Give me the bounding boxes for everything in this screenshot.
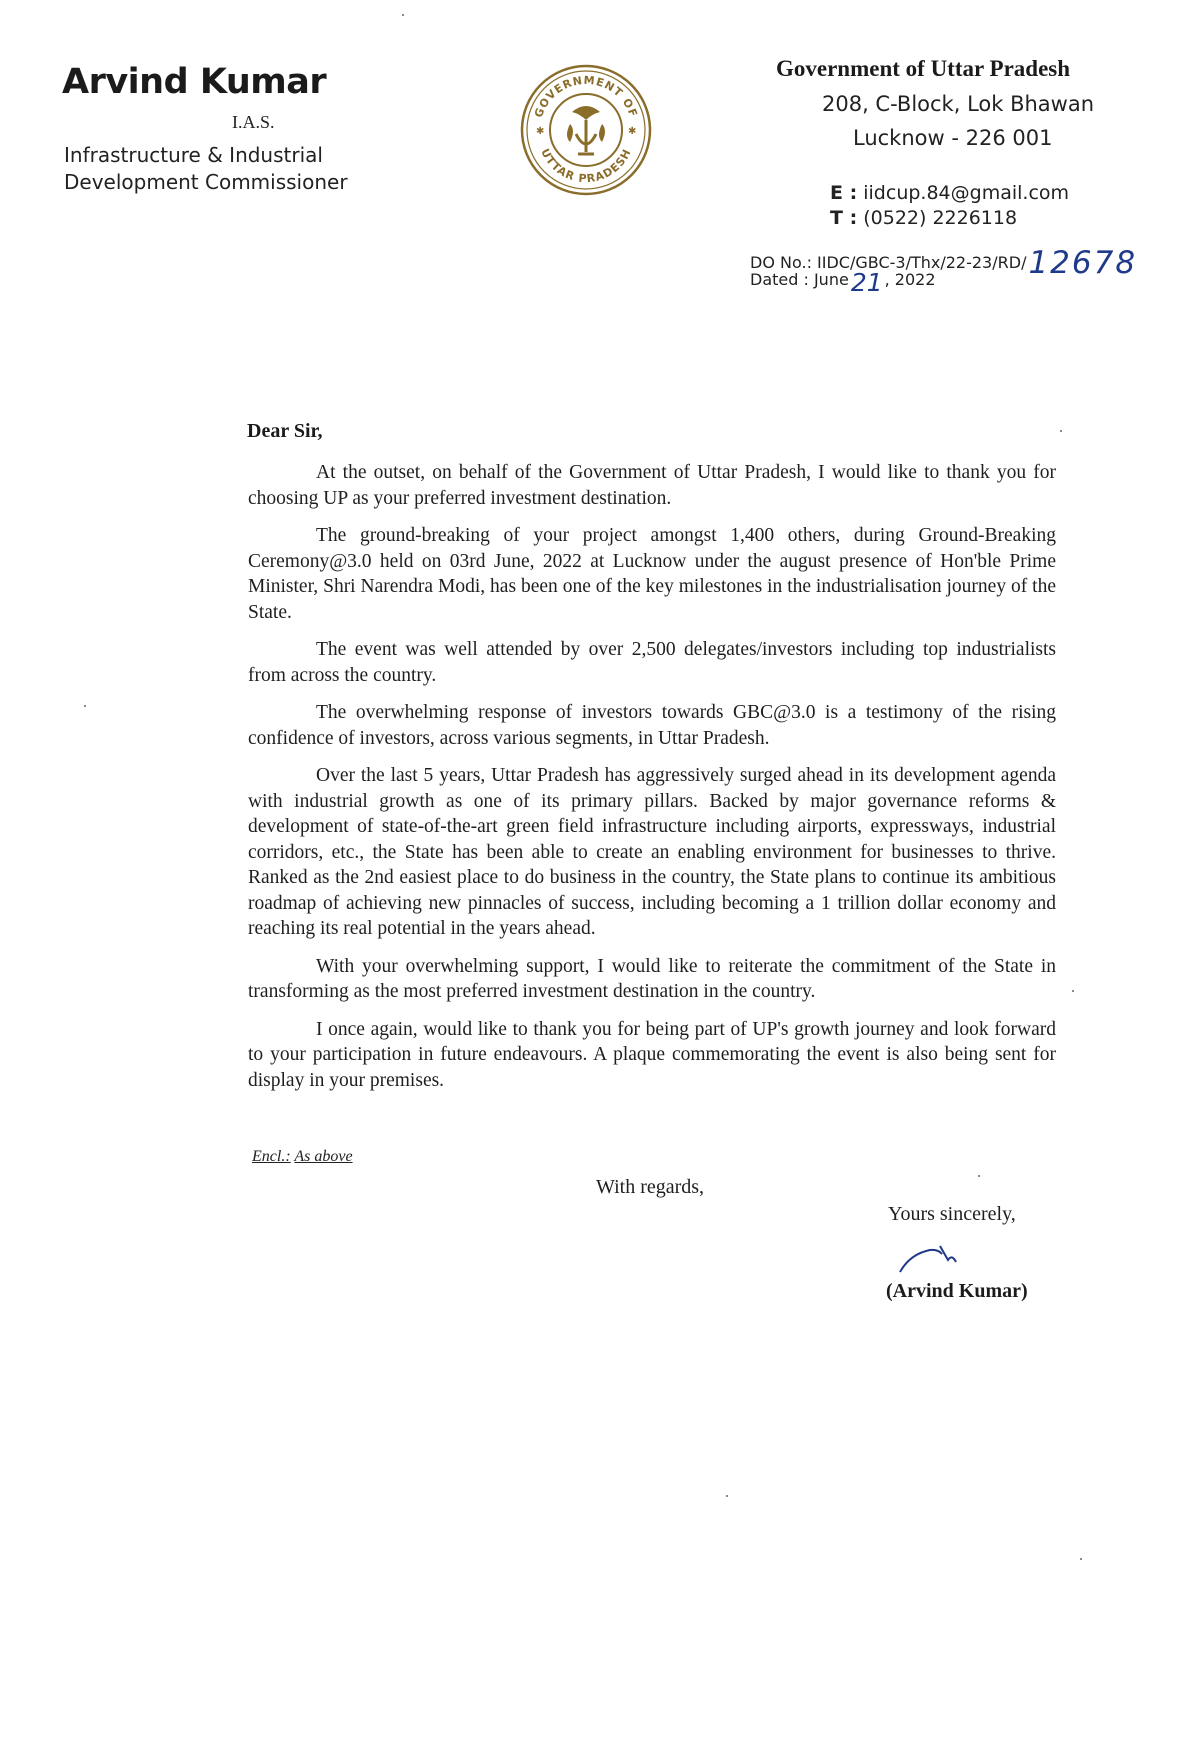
do-number-label: DO No.: IIDC/GBC-3/Thx/22-23/RD/ [750, 253, 1027, 272]
scan-speck [1060, 430, 1062, 432]
phone-line [830, 207, 1017, 229]
email-label: E : [830, 182, 858, 204]
sender-designation: Infrastructure & Industrial Development Commissioner [64, 143, 348, 194]
enclosure-line [252, 1148, 353, 1166]
address-line-1: 208, C-Block, Lok Bhawan [822, 92, 1095, 116]
scan-speck [726, 1495, 728, 1497]
enclosure-value: As above [294, 1148, 353, 1165]
svg-text:✱: ✱ [628, 126, 637, 137]
email-line [830, 182, 1069, 204]
address-line-2: Lucknow - 226 001 [853, 126, 1053, 150]
paragraph: Over the last 5 years, Uttar Pradesh has aggressively surged ahead in its development agenda with industrial growth as one of its primary pillars. Backed by major governance reforms & development of state-of-the-art green field infrastructure including airports, expressways, industrial corridors, etc., the State has been able to create an enabling environment for businesses to thrive. Ranked as the 2nd easiest place to do business in the country, the State plans to continue its ambitious roadmap of achieving new pinnacles of success, including becoming a 1 trillion dollar economy and reaching its real potential in the years ahead. [248, 765, 1056, 939]
letter-body [248, 460, 1056, 1103]
paragraph: The event was well attended by over 2,500 delegates/investors including top industrialists from across the country. [248, 639, 1056, 686]
sender-service: I.A.S. [232, 112, 275, 132]
scan-speck [1080, 1558, 1082, 1560]
scan-speck [978, 1175, 980, 1177]
salutation: Dear Sir, [247, 420, 323, 442]
emblem-text-bottom: UTTAR PRADESH [538, 146, 634, 186]
dated-prefix: Dated : June [750, 270, 849, 289]
scan-speck [1072, 990, 1074, 992]
paragraph: With your overwhelming support, I would like to reiterate the commitment of the State in transforming as the most preferred investment destination in the country. [248, 955, 1056, 1002]
paragraph: The overwhelming response of investors towards GBC@3.0 is a testimony of the rising confidence of investors, across various segments, in Uttar Pradesh. [248, 702, 1056, 749]
do-number-handwritten: 12678 [1028, 245, 1138, 281]
signature-icon [896, 1240, 966, 1278]
dated-suffix: , 2022 [884, 270, 936, 289]
up-government-emblem-icon [518, 62, 654, 198]
phone-number: (0522) 2226118 [863, 207, 1018, 229]
paragraph: At the outset, on behalf of the Government of Uttar Pradesh, I would like to thank you for choosing UP as your preferred investment destination. [248, 462, 1056, 509]
dated-line [750, 262, 936, 297]
dated-handwritten-day: 21 [850, 268, 883, 297]
scan-speck [84, 705, 86, 707]
paragraph: The ground-breaking of your project amongst 1,400 others, during Ground-Breaking Ceremony@3.0 held on 03rd June, 2022 at Lucknow under the august presence of Hon'ble Prime Minister, Shri Narendra Modi, has been one of the key milestones in the industrialisation journey of the State. [248, 525, 1056, 623]
email-address: iidcup.84@gmail.com [863, 182, 1070, 204]
sender-name: Arvind Kumar [62, 62, 327, 102]
emblem-text-top: GOVERNMENT OF [531, 73, 641, 120]
closing: With regards, [596, 1176, 705, 1198]
paragraph: I once again, would like to thank you for being part of UP's growth journey and look forward to your participation in future endeavours. A plaque commemorating the event is also being sent for display in your premises. [248, 1018, 1056, 1091]
svg-text:✱: ✱ [536, 126, 545, 137]
phone-label: T : [830, 207, 858, 229]
signatory-name: (Arvind Kumar) [886, 1280, 1028, 1302]
sign-off: Yours sincerely, [888, 1203, 1016, 1225]
government-name: Government of Uttar Pradesh [776, 56, 1071, 81]
enclosure-label: Encl.: [252, 1148, 291, 1165]
scan-speck [402, 14, 404, 16]
